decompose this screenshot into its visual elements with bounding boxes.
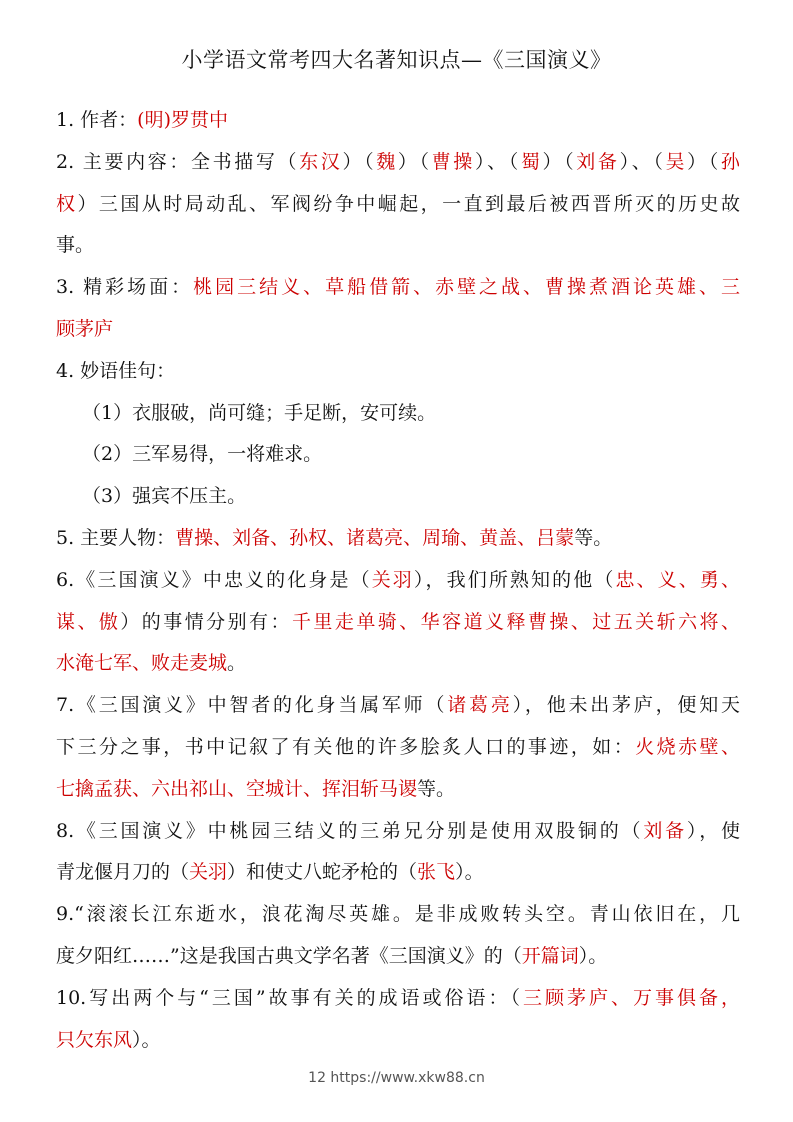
text-line: [56, 393, 740, 435]
answer-text: 曹操、刘备、孙权、诸葛亮、周瑜、黄盖、吕蒙: [175, 526, 575, 549]
text-line: [56, 518, 740, 560]
question-text: （1）衣服破，尚可缝；手足断，安可续。: [82, 401, 437, 424]
question-text: ）（: [687, 150, 721, 173]
answer-text: 只欠东风: [56, 1028, 133, 1051]
question-text: 5. 主要人物：: [56, 526, 176, 549]
question-text: 事。: [56, 234, 95, 257]
text-line: [56, 434, 740, 476]
text-line: [56, 351, 740, 393]
question-text: （3）强宾不压主。: [82, 485, 247, 508]
question-text: ），我们所熟知的他（: [413, 568, 616, 591]
answer-text: 火烧赤壁、: [635, 735, 740, 758]
question-text: ）。: [132, 1028, 161, 1051]
text-line: [56, 1020, 740, 1062]
answer-text: 开篇词: [521, 944, 579, 967]
question-text: ）（: [342, 150, 377, 173]
question-text: ）（: [397, 150, 432, 173]
text-line: [56, 309, 740, 351]
answer-text: 东汉: [299, 150, 343, 173]
answer-text: 权: [56, 192, 78, 215]
answer-text: 水淹七军、败走麦城: [56, 652, 228, 675]
question-text: ），使: [686, 819, 740, 842]
question-text: 9.“滚滚长江东逝水，浪花淘尽英雄。是非成败转头空。青山依旧在，几: [56, 903, 740, 926]
question-text: ）。: [455, 861, 484, 884]
text-line: [56, 560, 740, 602]
answer-text: 曹操: [431, 150, 475, 173]
text-line: [56, 225, 740, 267]
text-line: [56, 811, 740, 853]
question-text: ）（: [542, 150, 577, 173]
text-line: [56, 643, 740, 685]
answer-text: 七擒孟获、六出祁山、空城计、挥泪斩马谡: [56, 777, 418, 800]
question-text: （2）三军易得，一将难求。: [82, 443, 323, 466]
question-text: 1. 作者：: [56, 109, 138, 131]
text-line: [56, 727, 740, 769]
text-line: [56, 602, 740, 644]
question-text: 。: [227, 652, 247, 675]
answer-text: 孙: [720, 150, 740, 173]
question-text: 下三分之事，书中记叙了有关他的许多脍炙人口的事迹，如：: [56, 735, 636, 758]
answer-text: 刘备: [643, 819, 687, 842]
question-text: 2. 主要内容：全书描写（: [56, 150, 300, 173]
answer-text: 刘备: [576, 150, 620, 173]
text-line: [56, 685, 740, 727]
text-line: [56, 476, 740, 518]
answer-text: 谋、傲: [56, 610, 121, 633]
question-text: ）、（: [619, 150, 666, 173]
answer-text: 吴: [665, 150, 688, 173]
question-text: 等。: [574, 526, 613, 549]
question-text: ）、（: [474, 150, 521, 173]
text-line: [56, 142, 740, 184]
answer-text: (明)罗贯中: [137, 109, 228, 131]
answer-text: 关羽: [371, 568, 414, 591]
answer-text: 顾茅庐: [56, 317, 114, 340]
answer-text: 桃园三结义、草船借箭、赤壁之战、曹操煮酒论英雄、三: [193, 276, 740, 299]
text-line: [56, 267, 740, 309]
text-line: [56, 894, 740, 936]
answer-text: 诸葛亮: [447, 694, 513, 717]
question-text: ）。: [578, 944, 608, 967]
answer-text: 张飞: [417, 861, 456, 884]
question-text: 10.写出两个与“三国”故事有关的成语或俗语：（: [56, 986, 524, 1009]
text-line: [56, 852, 740, 894]
text-line: [56, 978, 740, 1020]
question-text: 3. 精彩场面：: [56, 276, 194, 299]
answer-text: 三顾茅庐、万事俱备，: [523, 986, 740, 1009]
text-line: [56, 936, 740, 978]
answer-text: 魏: [376, 150, 398, 173]
question-text: ）三国从时局动乱、军阀纷争中崛起，一直到最后被西晋所灭的历史故: [77, 192, 740, 215]
question-text: 7.《三国演义》中智者的化身当属军师（: [56, 694, 448, 717]
question-text: 度夕阳红……”这是我国古典文学名著《三国演义》的（: [56, 944, 522, 967]
page-footer: 12 https://www.xkw88.cn: [308, 1070, 485, 1086]
text-line: [56, 769, 740, 811]
question-text: 6.《三国演义》中忠义的化身是（: [56, 568, 372, 591]
answer-text: 千里走单骑、华容道义释曹操、过五关斩六将、: [291, 610, 740, 633]
question-text: ）的事情分别有：: [120, 610, 292, 633]
answer-text: 关羽: [189, 861, 228, 884]
question-text: ），他未出茅庐，便知天: [512, 694, 740, 717]
question-text: 4. 妙语佳句：: [56, 359, 176, 382]
question-text: 8.《三国演义》中桃园三结义的三弟兄分别是使用双股铜的（: [56, 819, 644, 842]
page-title: 小学语文常考四大名著知识点—《三国演义》: [181, 48, 612, 72]
answer-text: 蜀: [520, 150, 543, 173]
document-body: [56, 100, 740, 1061]
answer-text: 忠、义、勇、: [615, 568, 740, 591]
question-text: 青龙偃月刀的（: [56, 861, 190, 884]
text-line: [56, 100, 740, 142]
question-text: ）和使丈八蛇矛枪的（: [227, 861, 418, 884]
question-text: 等。: [417, 777, 456, 800]
text-line: [56, 184, 740, 226]
